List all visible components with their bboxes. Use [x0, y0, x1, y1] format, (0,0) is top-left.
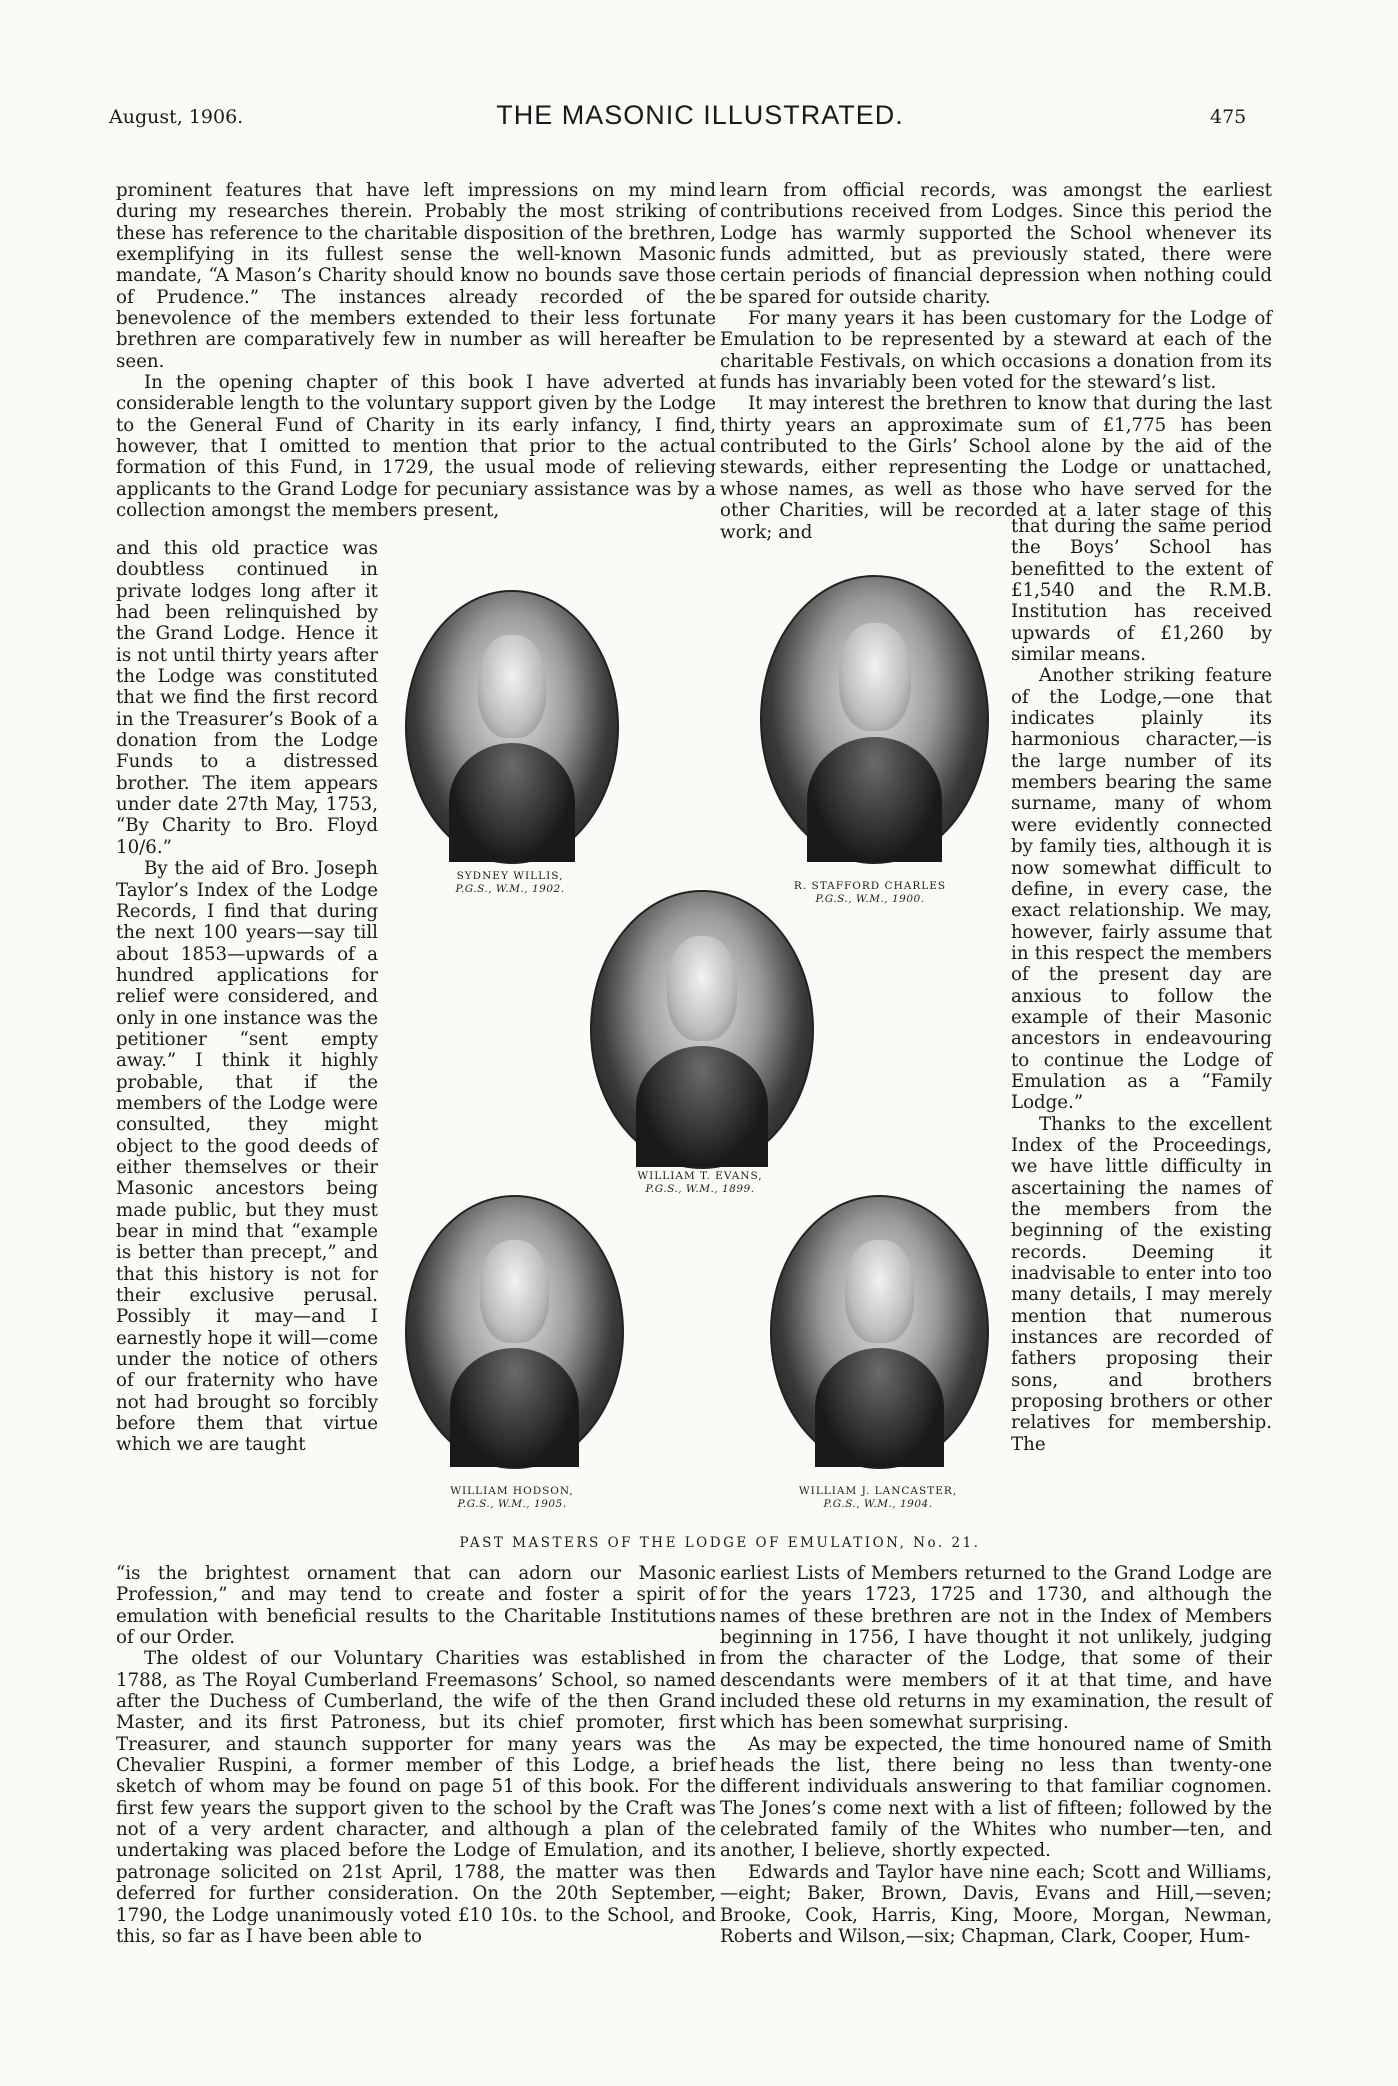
paragraph: that during the same period the Boys’ School has benefitted to the extent of £1,540 and the R.M.B. Institution has received upwards of £1,260 by similar means. — [1011, 516, 1272, 666]
right-column-bottom — [720, 1563, 1272, 1947]
portrait-head — [667, 936, 737, 1041]
portrait-body — [815, 1348, 944, 1467]
paragraph: For many years it has been customary for the Lodge of Emulation to be represented by a steward at each of the charitable Festivals, on which occasions a donation from its funds has invariably been voted for the steward’s list. — [720, 308, 1272, 394]
paragraph: and this old practice was doubtless continued in private lodges long after it had been relinquished by the Grand Lodge. Hence it is not until thirty years after the Lodge was constituted that we find the first record in the Treasurer’s Book of a donation from the Lodge Funds to a distressed brother. The item appears under date 27th May, 1753, “By Charity to Bro. Floyd 10/6.” — [116, 538, 378, 858]
header-date: August, 1906. — [109, 106, 244, 128]
caption-name: WILLIAM J. LANCASTER, — [798, 1485, 958, 1497]
caption-william-hodson — [382, 1485, 642, 1511]
portrait-body — [450, 1348, 579, 1467]
paragraph: The oldest of our Voluntary Charities was established in 1788, as The Royal Cumberland Freemasons’ School, so named after the Duchess of Cumberland, the wife of the then Grand Master, and its first Patroness, but its chief promoter, first Treasurer, and staunch supporter for many years was the Chevalier Ruspini, a former member of this Lodge, a brief sketch of whom may be found on page 51 of this book. For the first few years the support given to the school by the Craft was not of a very ardent character, and although a plan of the undertaking was placed before the Lodge of Emulation, and its patronage solicited on 21st April, 1788, the matter was then deferred for further consideration. On the 20th September, 1790, the Lodge unanimously voted £10 10s. to the School, and this, so far as I have been able to — [116, 1648, 716, 1947]
portrait-body — [807, 737, 942, 862]
portrait-william-evans — [590, 890, 814, 1169]
right-column-narrow — [1011, 516, 1272, 1455]
left-column-narrow — [116, 538, 378, 1456]
paragraph: prominent features that have left impressions on my mind during my researches therein. Probably the most striking of these has reference to the charitable disposition of the brethren, exemplifying in its fullest sense the well-known Masonic mandate, “A Mason’s Charity should know no bounds save those of Prudence.” The instances already recorded of the benevolence of the members extended to their less fortunate brethren are comparatively few in number as will hereafter be seen. — [116, 180, 716, 372]
paragraph: In the opening chapter of this book I have adverted at considerable length to the voluntary support given by the Lodge to the General Fund of Charity in its early infancy, I find, however, that I omitted to mention that prior to the actual formation of this Fund, in 1729, the usual mode of relieving applicants to the Grand Lodge for pecuniary assistance was by a collection amongst the members present, — [116, 372, 716, 522]
paragraph: Thanks to the excellent Index of the Proceedings, we have little difficulty in ascertaining the names of the members from the beginning of the existing records. Deeming it inadvisable to enter into too many details, I may merely mention that numerous instances are recorded of fathers proposing their sons, and brothers proposing brothers or other relatives for membership. The — [1011, 1113, 1272, 1455]
caption-name: WILLIAM HODSON, — [450, 1485, 574, 1497]
paragraph: learn from official records, was amongst the earliest contributions received from Lodges. Since this period the Lodge has warmly supported the School whenever its funds admitted, but as previously stated, there were certain periods of financial depression when nothing could be spared for outside charity. — [720, 180, 1272, 308]
portrait-head — [480, 1240, 549, 1343]
portrait-william-lancaster — [770, 1195, 989, 1469]
header-page-number: 475 — [1210, 106, 1247, 128]
paragraph: It may interest the brethren to know that during the last thirty years an approximate sum of £1,775 has been contributed to the Girls’ School alone by the aid of the stewards, either representing the Lodge or unattached, whose names, as well as those who have served for the other Charities, will be recorded at a later stage of this work; and — [720, 393, 1272, 543]
caption-name: SYDNEY WILLIS, — [456, 870, 564, 882]
caption-stafford-charles — [740, 880, 1000, 906]
portrait-head — [839, 623, 911, 731]
paragraph: “is the brightest ornament that can adorn our Masonic Profession,” and may tend to create and foster a spirit of emulation with beneficial results to the Charitable Institutions of our Order. — [116, 1563, 716, 1649]
caption-sub: P.G.S., W.M., 1900. — [815, 893, 925, 905]
paragraph: By the aid of Bro. Joseph Taylor’s Index of the Lodge Records, I find that during the next 100 years—say till about 1853—upwards of a hundred applications for relief were considered, and only in one instance was the petitioner “sent empty away.” I think it highly probable, that if the members of the Lodge were consulted, they might object to the good deeds of either themselves or their Masonic ancestors being made public, but they must bear in mind that “example is better than precept,” and that this history is not for their exclusive perusal. Possibly it may—and I earnestly hope it will—come under the notice of others of our fraternity who have not had brought so forcibly before them that virtue which we are taught — [116, 858, 378, 1456]
caption-sub: P.G.S., W.M., 1904. — [823, 1498, 933, 1510]
left-column-bottom — [116, 1563, 716, 1947]
portrait-sydney-willis — [405, 590, 619, 864]
portrait-head — [845, 1240, 914, 1343]
caption-sydney-willis — [380, 870, 640, 896]
caption-sub: P.G.S., W.M., 1902. — [455, 883, 565, 895]
paragraph: As may be expected, the time honoured name of Smith heads the list, there being no less than twenty-one different individuals answering to that familiar cognomen. The Jones’s come next with a list of fifteen; followed by the celebrated family of the Whites who number—ten, and another, I believe, shortly expected. — [720, 1733, 1272, 1862]
caption-william-evans — [570, 1170, 830, 1196]
paragraph: Edwards and Taylor have nine each; Scott and Williams,—eight; Baker, Brown, Davis, Evans and Hill,—seven; Brooke, Cook, Harris, King, Moore, Morgan, Newman, Roberts and Wilson,—six; Chapman, Clark, Cooper, Hum- — [720, 1861, 1272, 1947]
portrait-stafford-charles — [760, 575, 989, 864]
caption-sub: P.G.S., W.M., 1905. — [457, 1498, 567, 1510]
header-title: THE MASONIC ILLUSTRATED. — [496, 100, 904, 130]
plate-caption: PAST MASTERS OF THE LODGE OF EMULATION, No. 21. — [459, 1535, 981, 1551]
portrait-william-hodson — [405, 1195, 624, 1469]
left-column-top — [116, 180, 716, 522]
caption-name: R. STAFFORD CHARLES — [793, 880, 947, 892]
paragraph: earliest Lists of Members returned to the Grand Lodge are for the years 1723, 1725 and 1730, and although the names of these brethren are not in the Index of Members beginning in 1756, I have thought it not unlikely, judging from the character of the Lodge, that some of their descendants were members of it at that time, and have included these old returns in my examination, the result of which has been somewhat surprising. — [720, 1563, 1272, 1734]
portrait-body — [636, 1046, 768, 1167]
caption-name: WILLIAM T. EVANS, — [637, 1170, 763, 1182]
paragraph: Another striking feature of the Lodge,—one that indicates plainly its harmonious character,—is the large number of its members bearing the same surname, many of whom were evidently connected by family ties, although it is now somewhat difficult to define, in every case, the exact relationship. We may, however, fairly assume that in this respect the members of the present day are anxious to follow the example of their Masonic ancestors in endeavouring to continue the Lodge of Emulation as a “Family Lodge.” — [1011, 665, 1272, 1114]
caption-sub: P.G.S., W.M., 1899. — [645, 1183, 755, 1195]
right-column-top — [720, 180, 1272, 543]
caption-william-lancaster — [748, 1485, 1008, 1511]
portrait-body — [449, 743, 575, 862]
portrait-head — [478, 635, 545, 738]
